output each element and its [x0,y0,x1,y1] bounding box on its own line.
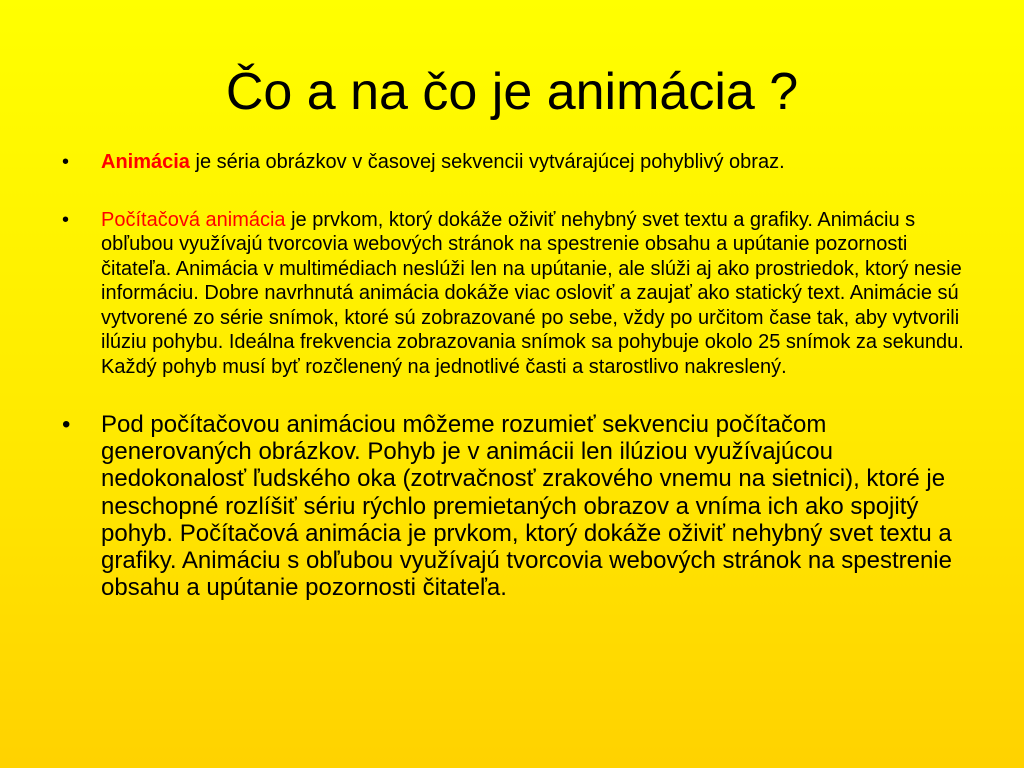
bullet-text: je séria obrázkov v časovej sekvencii vytvárajúcej pohyblivý obraz. [189,151,785,173]
bullet-item-computer-animation [62,208,972,380]
bullet-icon: • [62,208,70,231]
term-pocitacova-animacia: Počítačová animácia [101,208,286,231]
bullet-item-computer-animation-explanation [62,411,972,601]
bullet-text: je prvkom, ktorý dokáže oživiť nehybný svet textu a grafiky. Animáciu s obľubou využívajú tvorcovia webových stránok na spestrenie obsahu a upútanie pozornosti čitateľa. Animácia v multimédiach neslúži len na upútanie, ale slúži aj ako prostriedok, ktorý nesie informáciu. Dobre navrhnutá animácia dokáže viac osloviť a zaujať ako statický text. Animácie sú vytvorené zo série snímok, ktoré sú zobrazované po sebe, vždy po určitom čase tak, aby vytvorili ilúziu pohybu. Ideálna frekvencia zobrazovania snímok sa pohybuje okolo 25 snímok za sekundu. Každý pohyb musí byť rozčlenený na jednotlivé časti a starostlivo nakreslený. [101,208,964,378]
bullet-item-animation-definition [62,150,972,175]
slide-title: Čo a na čo je animácia ? [225,63,799,121]
bullet-icon: • [62,411,71,438]
bullet-icon: • [62,151,70,173]
bullet-text: Pod počítačovou animáciou môžeme rozumieť sekvenciu počítačom generovaných obrázkov. Pohyb je v animácii len ilúziou využívajúcou nedokonalosť ľudského oka (zotrvačnosť zrakového vnemu na sietnici), ktoré je neschopné rozlíšiť sériu rýchlo premietaných obrazov a vníma ich ako spojitý pohyb. Počítačová animácia je prvkom, ktorý dokáže oživiť nehybný svet textu a grafiky. Animáciu s obľubou využívajú tvorcovia webových stránok na spestrenie obsahu a upútanie pozornosti čitateľa. [101,411,952,602]
bullet-list [62,150,972,601]
term-animacia: Animácia [101,151,190,173]
